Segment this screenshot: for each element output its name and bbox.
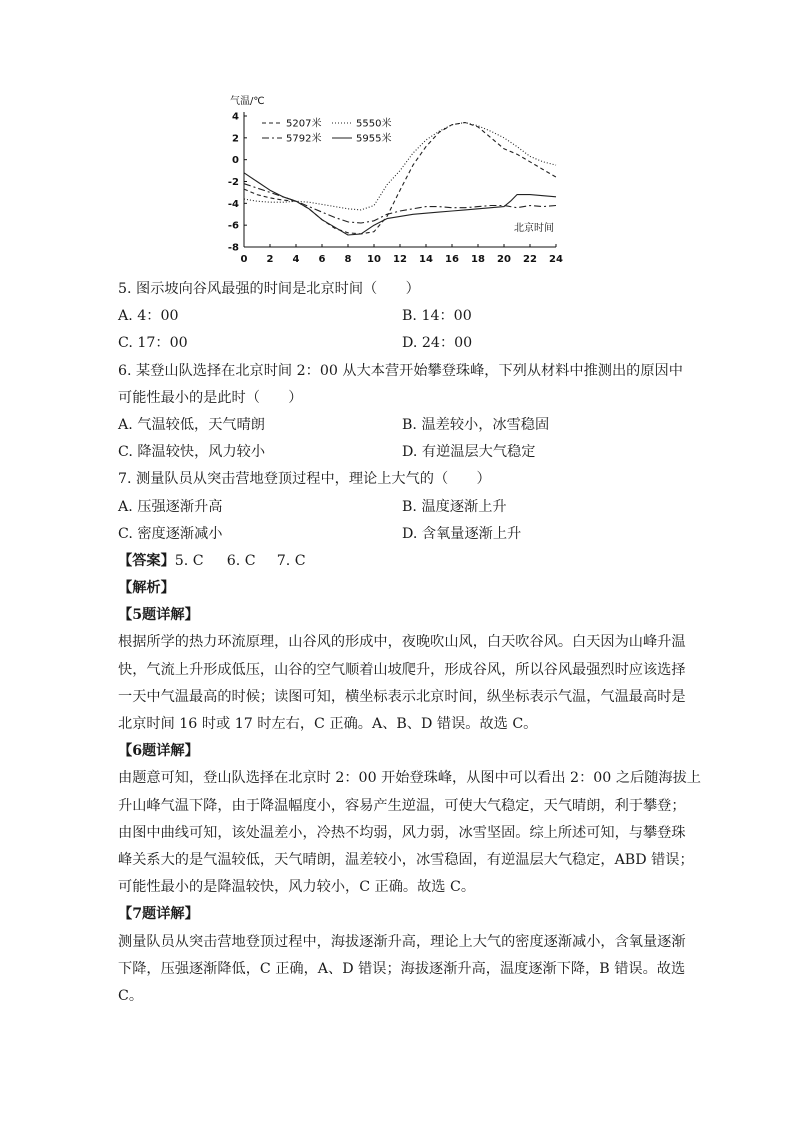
x-tick-label: 8 [344,254,352,265]
q5-option-d: D. 24：00 [402,335,473,352]
detail-5-line: 根据所学的热力环流原理，山谷风的形成中，夜晚吹山风，白天吹谷风。白天因为山峰升温 [118,634,686,651]
detail-7-line: 测量队员从突击营地登顶过程中，海拔逐渐升高，理论上大气的密度逐渐减小，含氧量逐渐 [118,933,686,950]
detail-6-line: 可能性最小的是降温较快，风力较小，C 正确。故选 C。 [118,879,476,896]
question-5-options-row-2 [118,330,688,357]
question-7-stem: 7. 测量队员从突击营地登顶过程中，理论上大气的（ ） [118,471,491,488]
question-5-stem: 5. 图示坡向谷风最强的时间是北京时间（ ） [118,281,420,297]
legend-label: 5955米 [356,133,392,145]
x-tick-label: 6 [318,254,326,265]
q5-option-b: B. 14：00 [402,308,472,325]
q6-option-c: C. 降温较快，风力较小 [118,444,266,461]
x-tick-label: 20 [497,254,511,265]
question-5-options-row-1 [118,303,688,330]
x-tick-label: 14 [419,254,433,265]
x-tick-label: 16 [445,254,459,265]
q7-option-a: A. 压强逐渐升高 [118,498,223,515]
x-tick-label: 22 [523,254,537,265]
detail-7-label: 【7题详解】 [118,906,199,923]
y-tick-label: 2 [232,133,239,145]
question-6-options-row-2 [118,439,688,466]
answer-6: 6. C [226,552,256,569]
detail-6-line: 由图中曲线可知，该处温差小，冷热不均弱，风力弱，冰雪坚固。综上所述可知，与攀登珠 [118,824,686,841]
answer-label: 【答案】 [118,552,175,569]
q6-option-b: B. 温差较小，冰雪稳固 [402,416,550,433]
x-tick-label: 12 [393,254,407,265]
legend-label: 5792米 [286,133,322,145]
x-tick-label: 0 [240,254,248,265]
x-tick-label: 2 [266,254,274,265]
q6-option-a: A. 气温较低，天气晴朗 [118,416,265,433]
x-tick-label: 24 [549,254,563,265]
y-tick-label: 0 [232,155,239,167]
chart-legend [262,117,391,145]
chart-axes [228,95,563,265]
y-axis-label: 气温/℃ [230,96,265,107]
question-7-options-row-2 [118,521,688,548]
legend-label: 5550米 [356,118,392,130]
x-tick-label: 4 [292,254,300,265]
question-6-stem-line-2: 可能性最小的是此时（ ） [118,389,303,406]
detail-6-line: 升山峰气温下降，由于降温幅度小，容易产生逆温，可使大气稳定，天气晴朗，利于攀登； [118,797,686,814]
x-tick-label: 18 [471,254,485,265]
detail-5-line: 快，气流上升形成低压，山谷的空气顺着山坡爬升，形成谷风，所以谷风最强烈时应该选择 [118,661,686,678]
y-tick-label: -6 [227,220,239,232]
q6-option-d: D. 有逆温层大气稳定 [402,444,536,461]
y-tick-label: -2 [227,177,239,188]
detail-6-line: 由题意可知，登山队选择在北京时 2：00 开始登珠峰，从图中可以看出 2：00 之后随海拔上 [118,770,701,787]
answer-7: 7. C [276,552,306,569]
legend-label: 5207米 [286,118,322,130]
q7-option-b: B. 温度逐渐上升 [402,498,507,515]
detail-6-label: 【6题详解】 [118,743,199,760]
answer-5: 5. C [174,552,204,569]
temperature-line-chart [222,92,568,272]
series-line-4 [244,173,556,235]
y-tick-label: 4 [232,111,239,123]
detail-5-line: 北京时间 16 时或 17 时左右，C 正确。A、B、D 错误。故选 C。 [118,716,538,732]
y-tick-label: -8 [227,242,239,254]
detail-6-line: 峰关系大的是气温较低，天气晴朗，温差较小，冰雪稳固，有逆温层大气稳定，ABD 错误； [118,851,694,868]
q7-option-d: D. 含氧量逐渐上升 [402,525,522,542]
analysis-label: 【解析】 [118,580,175,597]
q5-option-c: C. 17：00 [118,335,188,352]
detail-7-line: 下降，压强逐渐降低，C 正确，A、D 错误；海拔逐渐升高，温度逐渐下降，B 错误。故选 [118,960,686,977]
q5-option-a: A. 4：00 [118,308,179,325]
answer-line [118,548,688,575]
y-tick-label: -4 [227,198,239,210]
detail-7-line: C。 [118,987,144,1004]
x-tick-label: 10 [367,254,381,265]
exam-content [118,276,701,1010]
question-7-options-row-1 [118,494,688,521]
detail-5-label: 【5题详解】 [118,607,199,624]
q7-option-c: C. 密度逐渐减小 [118,525,223,542]
detail-5-line: 一天中气温最高的时候；读图可知，横坐标表示北京时间，纵坐标表示气温，气温最高时是 [118,688,686,705]
question-6-stem-line-1: 6. 某登山队选择在北京时间 2：00 从大本营开始攀登珠峰，下列从材料中推测出的原因中 [118,362,683,379]
question-6-options-row-1 [118,412,688,439]
x-axis-label: 北京时间 [514,223,554,234]
